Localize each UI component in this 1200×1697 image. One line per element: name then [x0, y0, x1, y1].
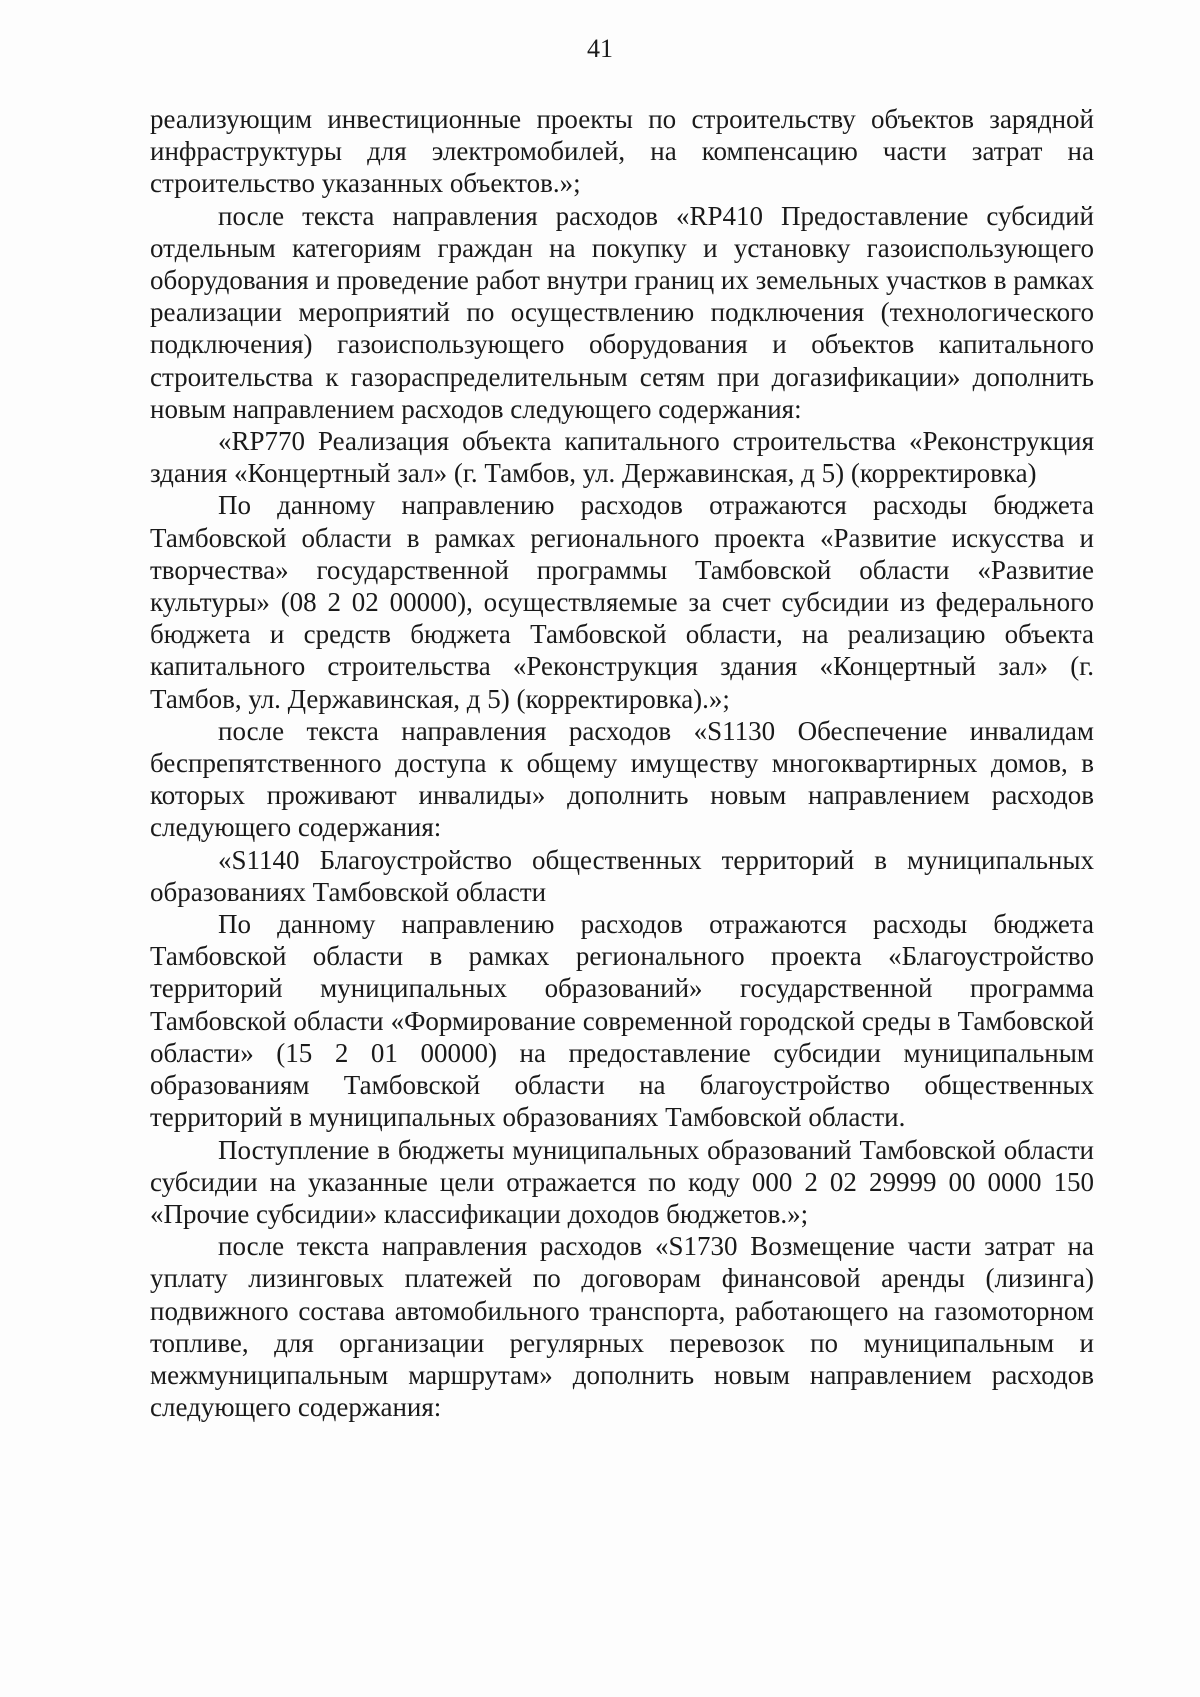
paragraph-4: По данному направлению расходов отражаются расходы бюджета Тамбовской области в рамках регионального проекта «Развитие искусства и творчества» государственной программы Тамбовской области «Развитие культуры» (08 2 02 00000), осуществляемые за счет субсидии из федерального бюджета и средств бюджета Тамбовской области, на реализацию объекта капитального строительства «Реконструкция здания «Концертный зал» (г. Тамбов, ул. Державинская, д 5) (корректировка).»; [150, 490, 1094, 714]
paragraph-3: «RP770 Реализация объекта капитального строительства «Реконструкция здания «Концертный зал» (г. Тамбов, ул. Державинская, д 5) (корректировка) [150, 426, 1094, 489]
paragraph-2: после текста направления расходов «RP410 Предоставление субсидий отдельным категориям граждан на покупку и установку газоиспользующего оборудования и проведение работ внутри границ их земельных участков в рамках реализации мероприятий по осуществлению подключения (технологического подключения) газоиспользующего оборудования и объектов капитального строительства к газораспределительным сетям при догазификации» дополнить новым направлением расходов следующего содержания: [150, 200, 1094, 424]
paragraph-5: после текста направления расходов «S1130 Обеспечение инвалидам беспрепятственного доступа к общему имуществу многоквартирных домов, в которых проживают инвалиды» дополнить новым направлением расходов следующего содержания: [150, 715, 1094, 843]
paragraph-8: Поступление в бюджеты муниципальных образований Тамбовской области субсидии на указанные цели отражается по коду 000 2 02 29999 00 0000 150 «Прочие субсидии» классификации доходов бюджетов.»; [150, 1134, 1094, 1229]
paragraph-9: после текста направления расходов «S1730 Возмещение части затрат на уплату лизинговых платежей по договорам финансовой аренды (лизинга) подвижного состава автомобильного транспорта, работающего на газомоторном топливе, для организации регулярных перевозок по муниципальным и межмуниципальным маршрутам» дополнить новым направлением расходов следующего содержания: [150, 1231, 1094, 1423]
paragraph-1: реализующим инвестиционные проекты по строительству объектов зарядной инфраструктуры для электромобилей, на компенсацию части затрат на строительство указанных объектов.»; [150, 104, 1094, 199]
paragraph-7: По данному направлению расходов отражаются расходы бюджета Тамбовской области в рамках регионального проекта «Благоустройство территорий муниципальных образований» государственной программа Тамбовской области «Формирование современной городской среды в Тамбовской области» (15 2 01 00000) на предоставление субсидии муниципальным образованиям Тамбовской области на благоустройство общественных территорий в муниципальных образованиях Тамбовской области. [150, 909, 1094, 1133]
page-number: 41 [587, 34, 613, 63]
document-body [150, 103, 1094, 1423]
paragraph-6: «S1140 Благоустройство общественных территорий в муниципальных образованиях Тамбовской области [150, 844, 1094, 907]
